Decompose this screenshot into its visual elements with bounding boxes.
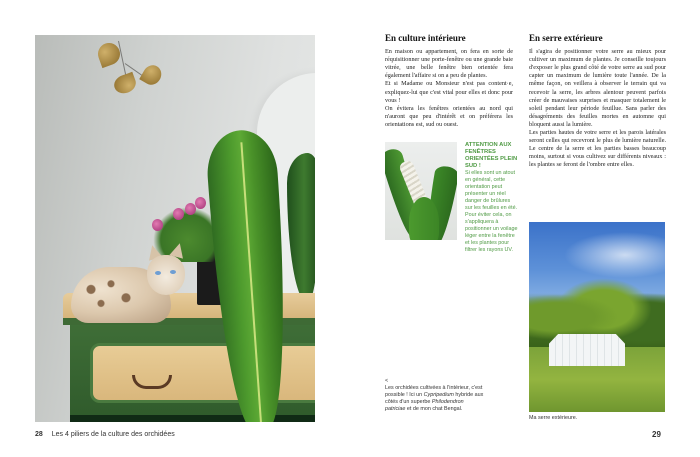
caption-arrow-icon: <: [385, 378, 389, 384]
cypripedium-flower: [152, 219, 163, 231]
caption-species: Philodendron patriciae: [385, 399, 464, 412]
left-folio: [35, 431, 175, 438]
page-number-right: 29: [652, 430, 661, 439]
greenhouse-tunnel: [549, 334, 625, 366]
caption-left: [385, 378, 485, 413]
caption-text: et de mon chat Bengal.: [405, 406, 463, 412]
mobile-sculpture-petal: [139, 62, 165, 88]
callout-title: ATTENTION AUX FENÊTRES ORIENTÉES PLEIN SUD !: [465, 142, 518, 169]
cat-eye: [155, 271, 161, 275]
greenhouse-photo: [529, 222, 665, 412]
heading-interior: En culture intérieure: [385, 33, 466, 43]
orchid-leaf-photo: [385, 142, 457, 240]
callout-body: Si elles sont un atout en général, cette orientation peut présenter un réel danger de brûlures sur les feuilles en été. Pour éviter cela, on s'appliquera à positionner un voilage léger entre la fenêtre et les plantes pour filtrer les rayons UV.: [465, 170, 518, 253]
cypripedium-flower: [195, 197, 206, 209]
paragraph: On évitera les fenêtres orientées au nord qui n'auront que peu d'intérêt et on préférera les orientations est, sud ou ouest.: [385, 104, 513, 128]
cypripedium-flower: [185, 203, 196, 215]
callout-box: [465, 142, 519, 254]
paragraph: Il s'agira de positionner votre serre au mieux pour cultiver un maximum de plantes. Je conseille toujours d'exposer le plus grand côté de votre serre au sud pour capter un maximum de lumière toute l'année. De la même façon, on veillera à observer le terrain qui va recevoir la serre, les arbres alentour peuvent parfois créer de mauvaises surprises et masquer totalement le soleil pendant leur période feuillue. Sans parler des désagréments des feuilles mortes en automne qui bloquent aussi la lumière.: [529, 48, 666, 128]
paragraph: Les parties hautes de votre serre et les parois latérales seront celles qui recevront le plus de lumière naturelle. Le centre de la serre et les parties basses beaucoup moins, surtout si vous cultivez sur différents niveaux : les plantes se feront de l'ombre entre elles.: [529, 129, 666, 169]
caption-right: Ma serre extérieure.: [529, 415, 578, 421]
sky-clouds: [559, 230, 665, 280]
caption-text: hybride aux côtés d'un superbe: [385, 392, 484, 405]
paragraph: En maison ou appartement, on fera en sorte de réquisitionner une porte-fenêtre ou une grande baie vitrée, une belle fenêtre bien orientée fera également l'affaire si on a peu de plantes.: [385, 48, 513, 80]
running-title: Les 4 piliers de la culture des orchidées: [51, 431, 175, 438]
caption-text: Les orchidées cultivées à l'intérieur, c'est possible ! Ici un: [385, 385, 483, 398]
page-number-left: 28: [35, 431, 43, 438]
section-exterior: [529, 34, 666, 170]
caption-genus: Cypripedium: [423, 392, 454, 398]
dresser-shadow: [70, 415, 315, 422]
heading-exterior: En serre extérieure: [529, 33, 603, 43]
cypripedium-flower: [173, 208, 184, 220]
section-interior: [385, 34, 513, 129]
cat-orchid-photo: [35, 35, 315, 422]
paragraph: Et si Madame ou Monsieur n'est pas content·e, expliquez-lui que c'est vital pour elles et donc pour vous !: [385, 80, 513, 104]
cat-eye: [170, 270, 176, 274]
leaf: [409, 197, 439, 240]
mobile-sculpture-petal: [112, 72, 139, 96]
bengal-cat-head: [147, 255, 185, 295]
